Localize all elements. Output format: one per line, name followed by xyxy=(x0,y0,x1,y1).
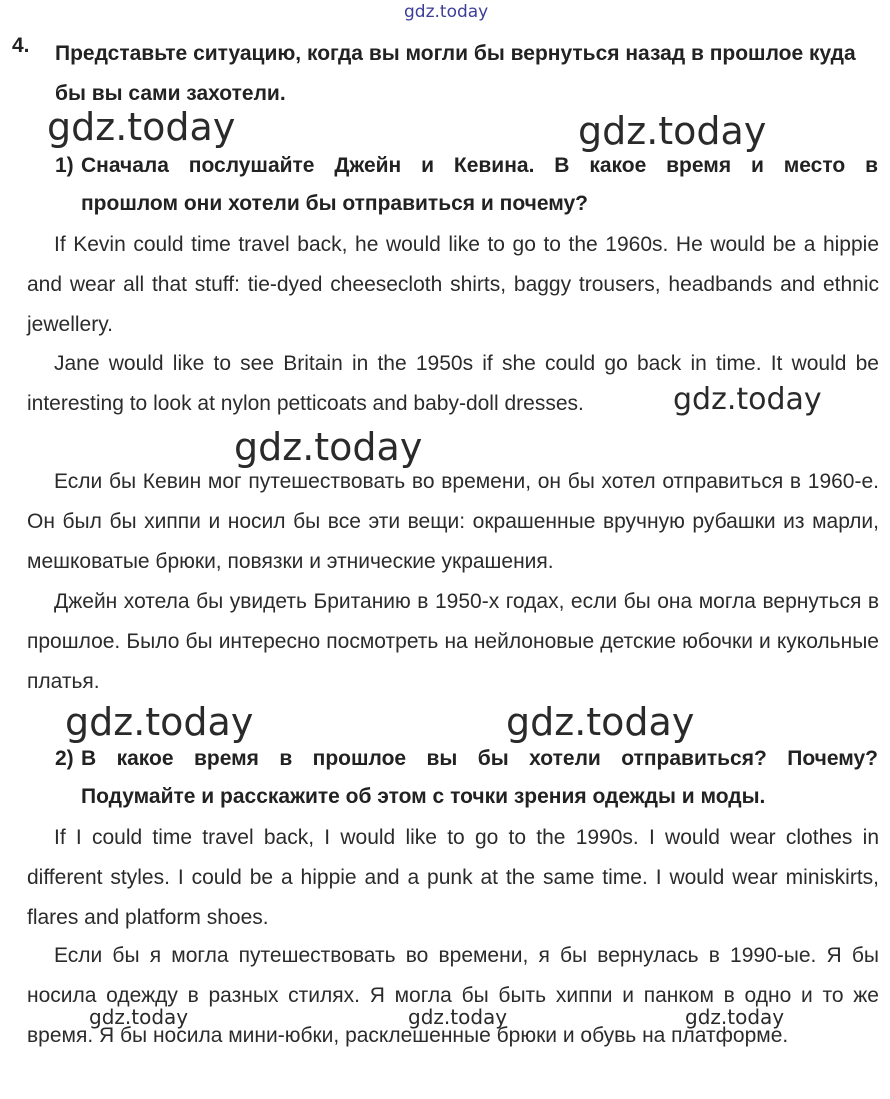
watermark-top: gdz.today xyxy=(404,2,489,22)
jane-english-paragraph: Jane would like to see Britain in the 1950s if she could go back in time. It would be interesting to look at nylon petticoats and baby-doll dresses. xyxy=(27,352,879,415)
watermark: gdz.today xyxy=(89,1005,189,1029)
watermark: gdz.today xyxy=(47,105,236,149)
watermark: gdz.today xyxy=(408,1005,508,1029)
question-1-line-2: прошлом они хотели бы отправиться и почему? xyxy=(81,192,588,215)
question-2-number: 2) xyxy=(55,747,74,770)
question-1 xyxy=(55,147,878,223)
kevin-english-paragraph: If Kevin could time travel back, he would like to go to the 1960s. He would be a hippie and wear all that stuff: tie-dyed cheesecloth shirts, baggy trousers, headbands and ethnic jewellery. xyxy=(27,233,879,336)
jane-russian-paragraph: Джейн хотела бы увидеть Британию в 1950-х годах, если бы она могла вернуться в прошлое. Было бы интересно посмотреть на нейлоновые детские юбочки и кукольные платья. xyxy=(27,590,879,693)
my-answer-english-paragraph: If I could time travel back, I would like to go to the 1990s. I would wear clothes in different styles. I could be a hippie and a punk at the same time. I would wear miniskirts, flares and platform shoes. xyxy=(27,826,879,929)
question-2-line-2: Подумайте и расскажите об этом с точки зрения одежды и моды. xyxy=(81,785,766,808)
task-heading: Представьте ситуацию, когда вы могли бы вернуться назад в прошлое куда бы вы сами захотели. xyxy=(55,42,856,105)
watermark: gdz.today xyxy=(234,425,423,469)
question-1-line-1: Сначала послушайте Джейн и Кевина. В какое время и место в xyxy=(81,154,878,177)
watermark: gdz.today xyxy=(65,700,254,744)
watermark: gdz.today xyxy=(506,700,695,744)
watermark: gdz.today xyxy=(673,382,822,417)
my-answer-russian-paragraph: Если бы я могла путешествовать во времени, я бы вернулась в 1990-ые. Я бы носила одежду в разных стилях. Я могла бы быть хиппи и панком в одно и то же время. Я бы носила мини-юбки, расклешенные брюки и обувь на платформе. xyxy=(27,944,879,1047)
watermark: gdz.today xyxy=(578,109,767,153)
question-2-line-1: В какое время в прошлое вы бы хотели отправиться? Почему? xyxy=(81,747,878,770)
kevin-russian-paragraph: Если бы Кевин мог путешествовать во времени, он бы хотел отправиться в 1960-е. Он был бы хиппи и носил бы все эти вещи: окрашенные вручную рубашки из марли, мешковатые брюки, повязки и этнические украшения. xyxy=(27,470,879,573)
task-number: 4. xyxy=(12,34,30,57)
question-2 xyxy=(55,740,878,816)
watermark: gdz.today xyxy=(685,1005,785,1029)
question-1-number: 1) xyxy=(55,154,74,177)
